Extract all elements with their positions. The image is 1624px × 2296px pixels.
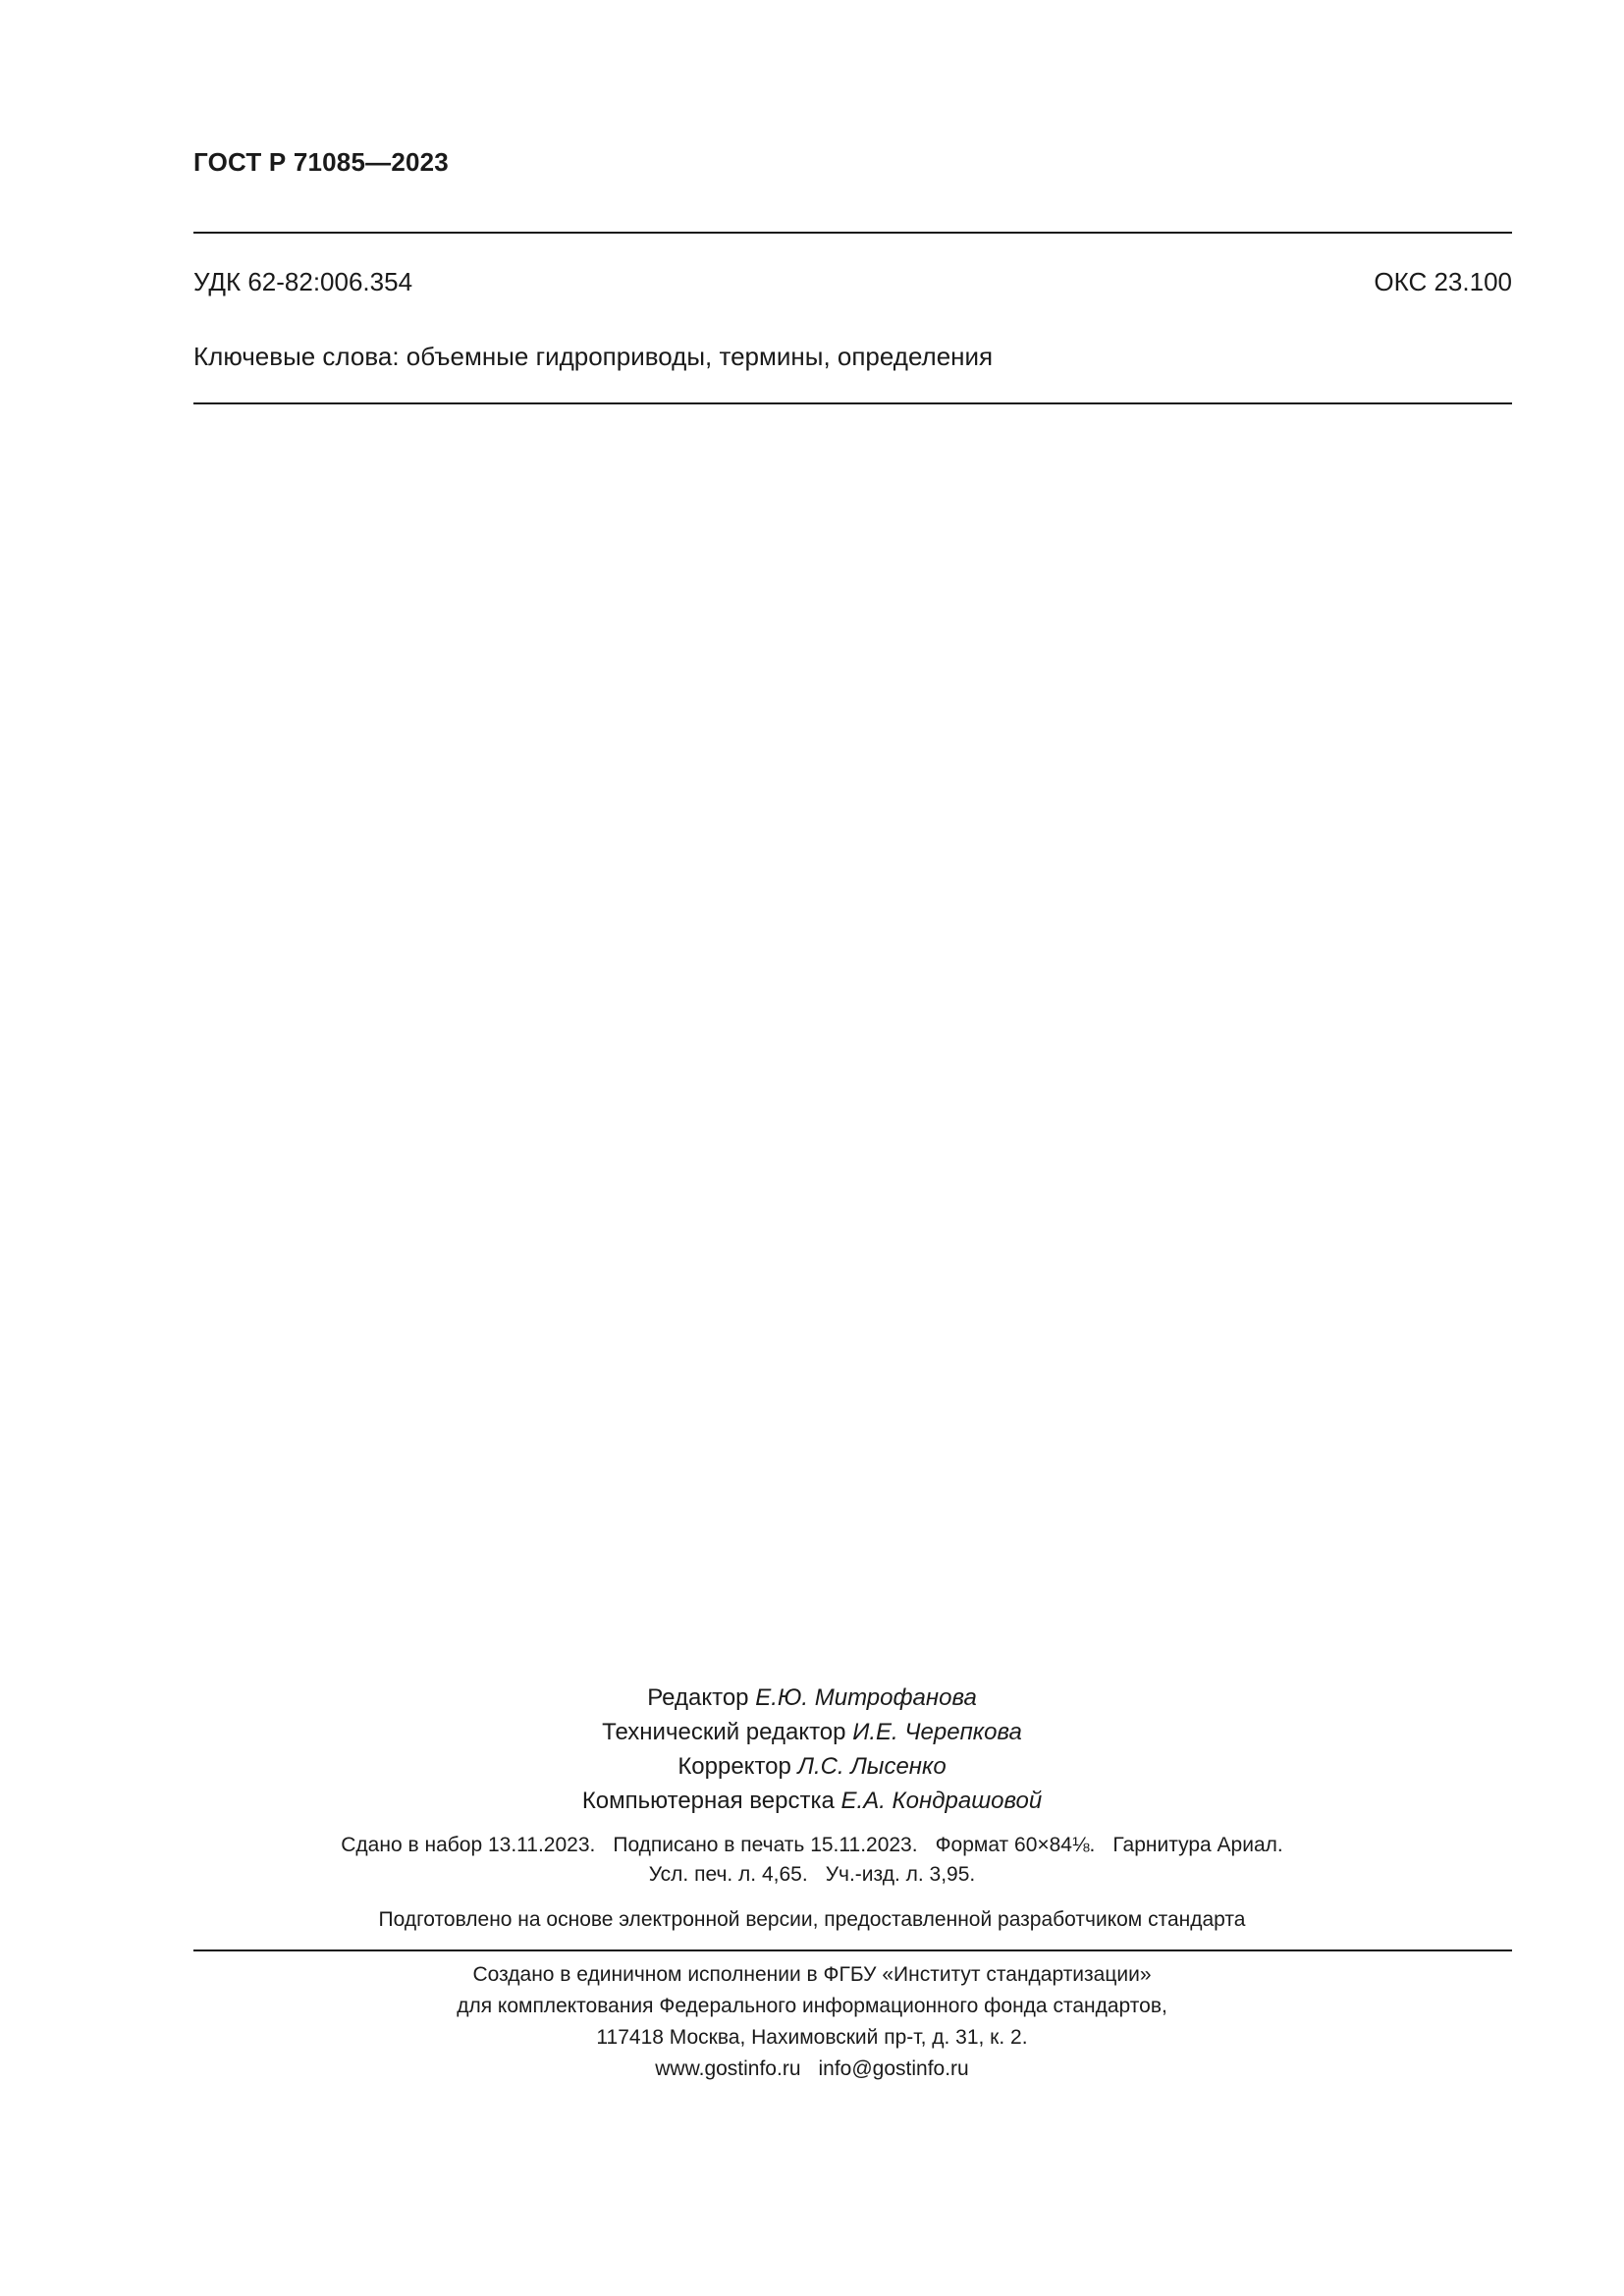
footer-line-1: Создано в единичном исполнении в ФГБУ «Институт стандартизации» (472, 1963, 1152, 1986)
footer-divider (193, 1949, 1512, 1951)
publication-info (0, 1831, 1624, 1890)
proofreader-name: Л.С. Лысенко (797, 1753, 947, 1780)
footer-line-2: для комплектования Федерального информационного фонда стандартов, (457, 1995, 1167, 2017)
editor-name: Е.Ю. Митрофанова (755, 1684, 977, 1711)
typeface: Гарнитура Ариал. (1112, 1834, 1283, 1856)
publication-line-2 (0, 1860, 1624, 1890)
udk-code: УДК 62-82:006.354 (193, 267, 413, 296)
tech-editor-line (0, 1715, 1624, 1749)
print-sheets: Усл. печ. л. 4,65. (648, 1863, 808, 1886)
website-link[interactable]: www.gostinfo.ru (655, 2057, 801, 2080)
proofreader-role: Корректор (677, 1753, 791, 1780)
credits-block (0, 1681, 1624, 1818)
prepared-note: Подготовлено на основе электронной версии, предоставленной разработчиком стандарта (378, 1908, 1246, 1931)
document-code: ГОСТ Р 71085—2023 (193, 147, 449, 177)
layout-name: Е.А. Кондрашовой (840, 1788, 1043, 1814)
publication-line-1 (0, 1831, 1624, 1860)
keywords-line: Ключевые слова: объемные гидроприводы, термины, определения (193, 342, 994, 371)
paper-format: Формат 60×84⅛. (935, 1834, 1096, 1856)
layout-line (0, 1784, 1624, 1818)
footer-contacts (0, 2054, 1624, 2085)
footer-line-3: 117418 Москва, Нахимовский пр-т, д. 31, к. 2. (596, 2026, 1028, 2049)
keywords-divider (193, 402, 1512, 404)
publisher-sheets: Уч.-изд. л. 3,95. (825, 1863, 976, 1886)
tech-editor-role: Технический редактор (602, 1719, 846, 1745)
typeset-date: Сдано в набор 13.11.2023. (341, 1834, 596, 1856)
proofreader-line (0, 1749, 1624, 1784)
layout-role: Компьютерная верстка (581, 1788, 835, 1814)
editor-line (0, 1681, 1624, 1715)
oks-code: ОКС 23.100 (1374, 267, 1512, 296)
email-link[interactable]: info@gostinfo.ru (818, 2057, 969, 2080)
signed-date: Подписано в печать 15.11.2023. (613, 1834, 918, 1856)
top-divider (193, 232, 1512, 234)
footer-block (0, 1959, 1624, 2085)
editor-role: Редактор (647, 1684, 749, 1711)
tech-editor-name: И.Е. Черепкова (852, 1719, 1022, 1745)
